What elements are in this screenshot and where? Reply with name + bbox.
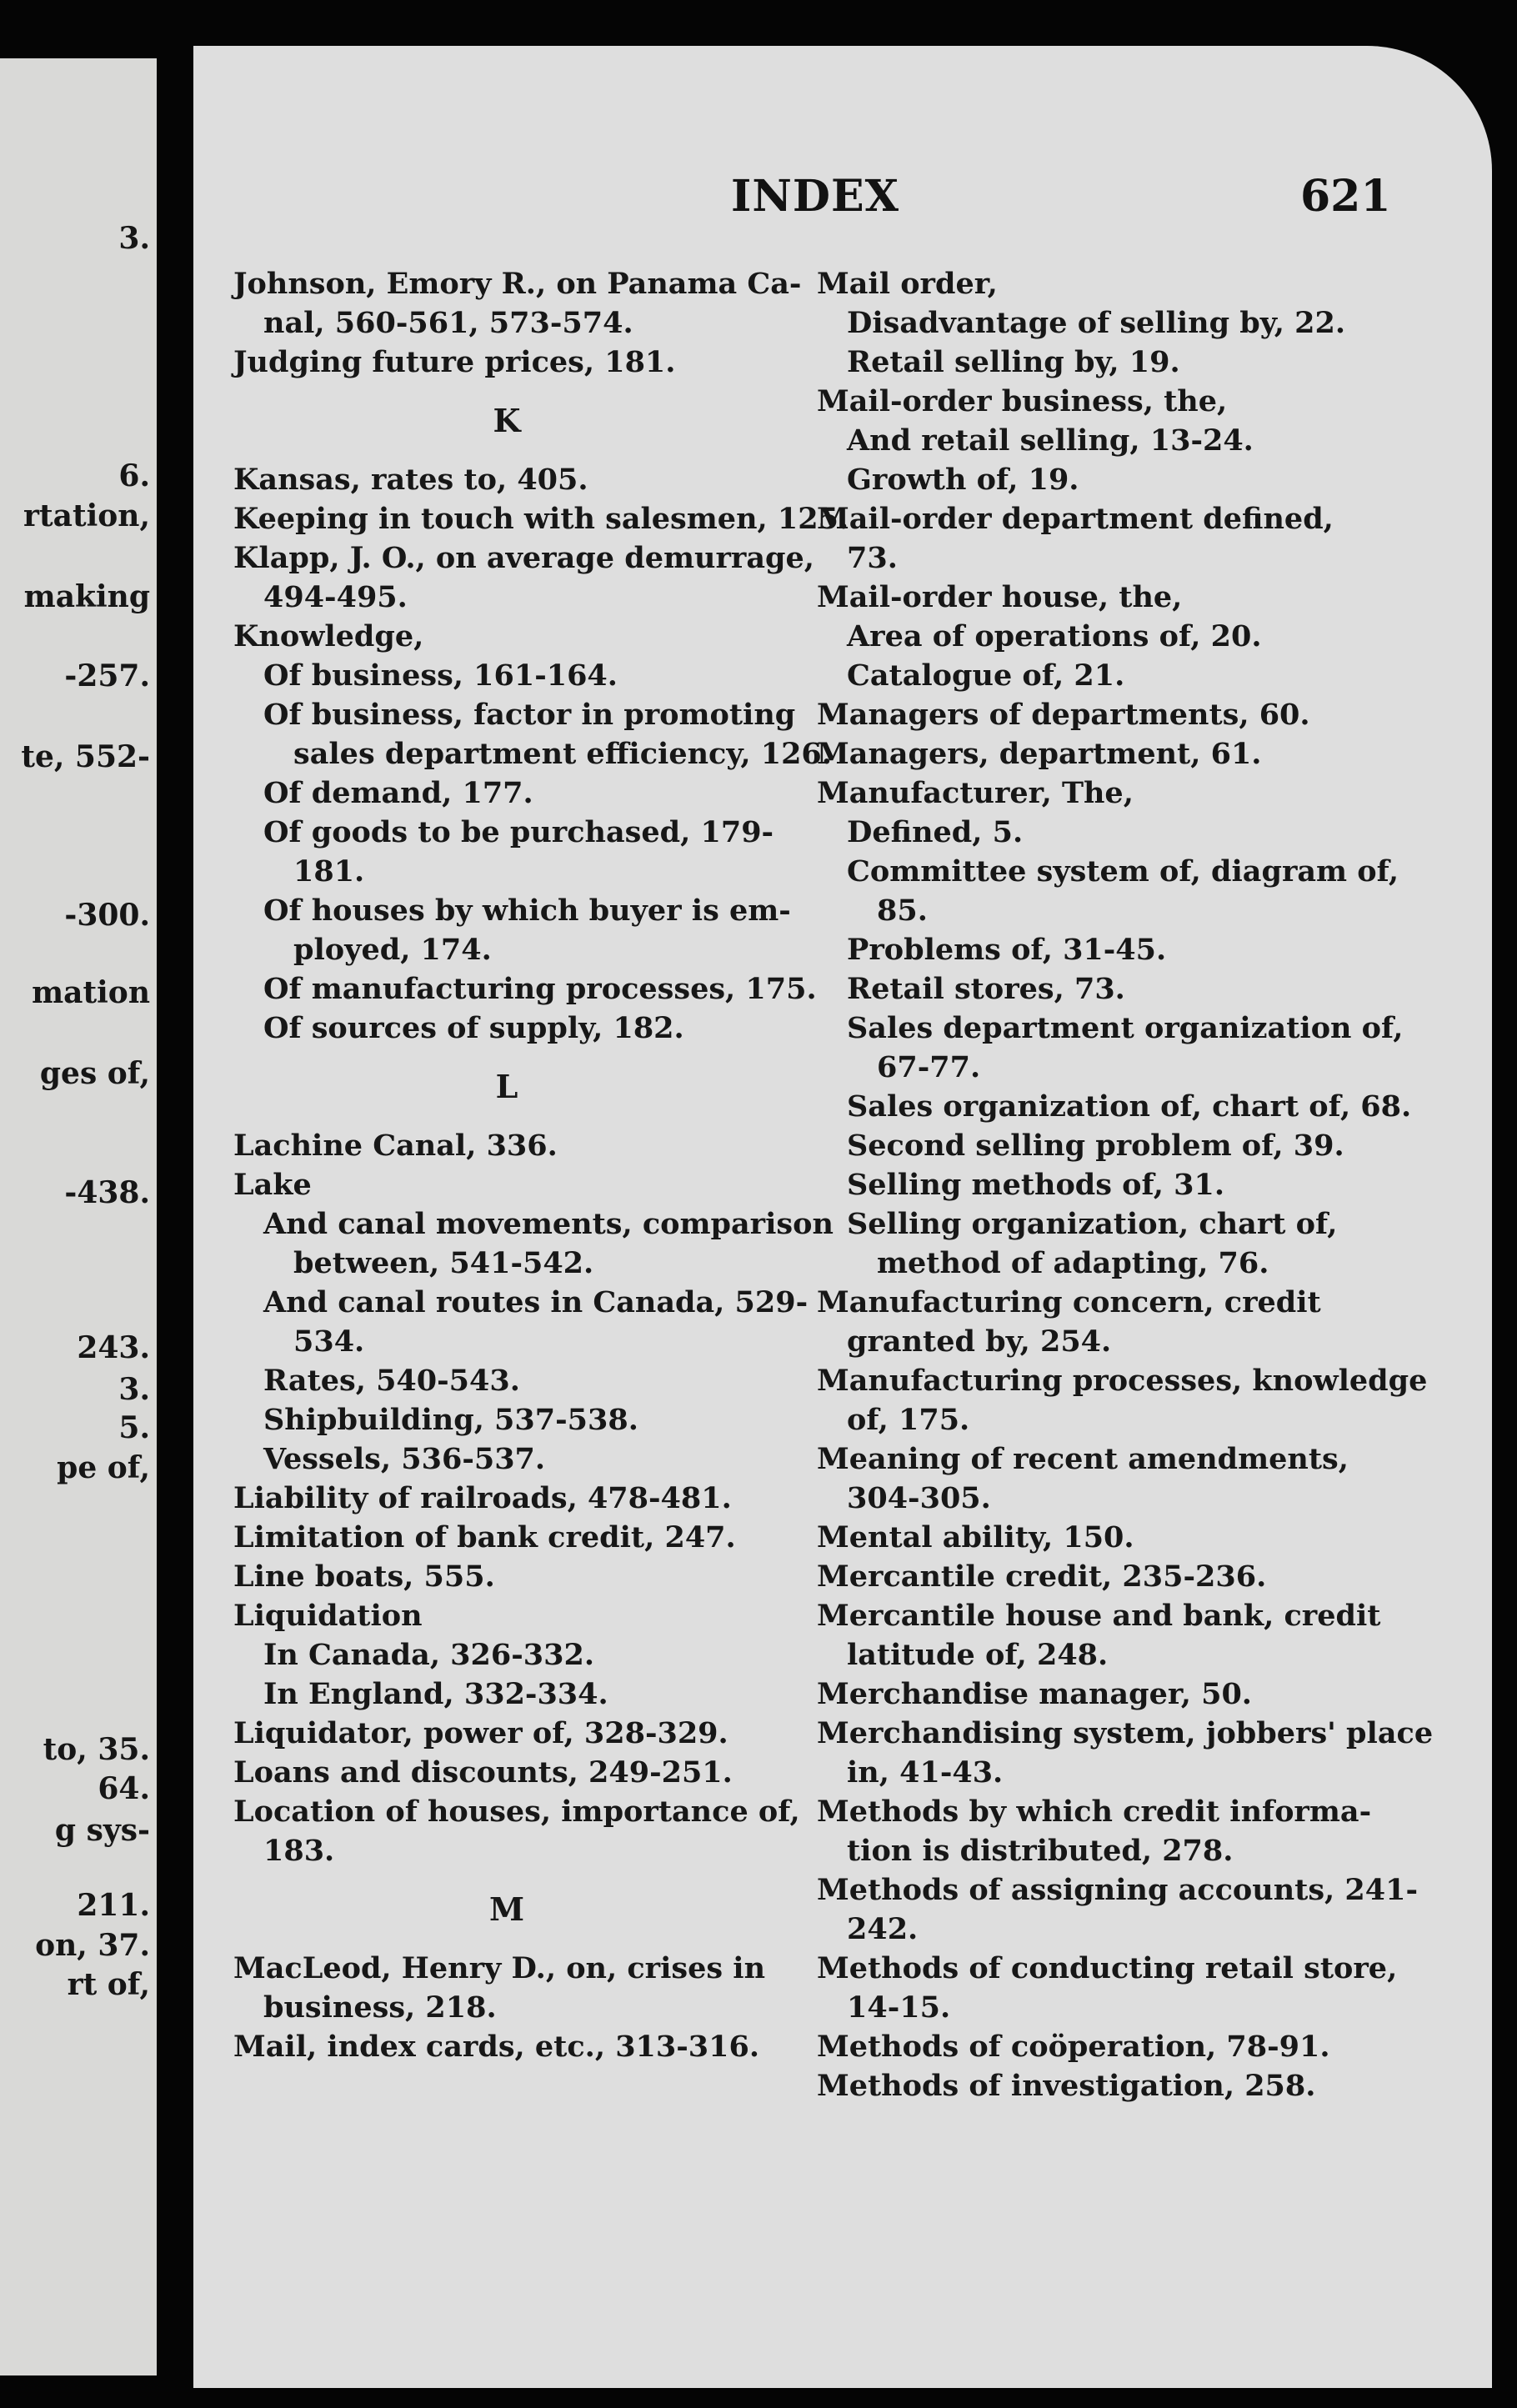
index-entry (233, 264, 802, 343)
entry-line: Retail selling by, 19. (847, 345, 1180, 379)
index-entry (233, 343, 780, 382)
index-entry (233, 1165, 780, 1204)
entry-line: In Canada, 326-332. (263, 1638, 595, 1672)
entry-line: Mercantile house and bank, credit (817, 1599, 1381, 1633)
entry-line: 67-77. (877, 1050, 981, 1084)
entry-line: Of demand, 177. (263, 776, 533, 810)
entry-line: Keeping in touch with salesmen, 125. (233, 502, 849, 536)
facing-page-fragment: 3. (118, 1372, 150, 1407)
entry-line: Catalogue of, 21. (847, 658, 1125, 693)
facing-page-fragment: te, 552- (21, 739, 150, 774)
entry-line: Loans and discounts, 249-251. (233, 1755, 733, 1790)
index-entry (817, 499, 1397, 578)
entry-line: 73. (847, 541, 898, 575)
index-entry (817, 1283, 1397, 1361)
entry-line: 242. (847, 1912, 919, 1946)
index-subentry (233, 969, 817, 1009)
entry-line: Second selling problem of, 39. (847, 1129, 1344, 1163)
entry-line: Defined, 5. (847, 815, 1024, 849)
entry-line: Manufacturer, The, (817, 776, 1134, 810)
index-subentry (817, 421, 1397, 460)
entry-line: Of business, 161-164. (263, 658, 618, 693)
index-entry (233, 1479, 780, 1518)
index-subentry (233, 773, 780, 813)
index-entry (817, 695, 1397, 734)
index-entry (817, 1518, 1397, 1557)
index-entry (233, 538, 814, 617)
facing-page-fragment: -438. (64, 1175, 150, 1210)
facing-page-fragment: -257. (64, 658, 150, 693)
entry-line: Selling organization, chart of, (847, 1207, 1338, 1241)
entry-line: Sales organization of, chart of, 68. (847, 1089, 1412, 1124)
index-subentry (817, 1204, 1397, 1283)
index-subentry (817, 969, 1397, 1009)
entry-line: between, 541-542. (293, 1246, 594, 1280)
index-entry (233, 460, 780, 499)
index-entry (817, 2027, 1397, 2066)
entry-line: Committee system of, diagram of, (847, 854, 1399, 889)
entry-line: Manufacturing concern, credit (817, 1285, 1321, 1319)
index-subentry (233, 1204, 834, 1283)
entry-line: Rates, 540-543. (263, 1364, 520, 1398)
index-entry (233, 1126, 780, 1165)
entry-line: Disadvantage of selling by, 22. (847, 306, 1346, 340)
page-number: 621 (1300, 171, 1391, 222)
index-entry (233, 1596, 780, 1635)
entry-line: Judging future prices, 181. (233, 345, 676, 379)
entry-line: Merchandising system, jobbers' place (817, 1716, 1434, 1750)
index-subentry (817, 930, 1397, 969)
index-subentry (817, 1165, 1397, 1204)
facing-page-fragment: on, 37. (35, 1928, 150, 1963)
index-subentry (817, 656, 1397, 695)
entry-line: Location of houses, importance of, (233, 1795, 800, 1829)
entry-line: Retail stores, 73. (847, 972, 1125, 1006)
facing-page-fragment: rt of, (67, 1967, 150, 2002)
entry-line: In England, 332-334. (263, 1677, 608, 1711)
index-entry (817, 1714, 1434, 1792)
index-subentry (817, 303, 1397, 343)
entry-line: Mental ability, 150. (817, 1520, 1134, 1554)
facing-page-fragment: making (23, 579, 150, 614)
index-entry (233, 1753, 780, 1792)
index-subentry (233, 1283, 809, 1361)
index-page (193, 46, 1492, 2388)
index-entry (817, 382, 1397, 421)
entry-line: Methods of investigation, 258. (817, 2069, 1316, 2103)
running-title: INDEX (731, 171, 899, 222)
entry-line: Methods by which credit informa- (817, 1795, 1372, 1829)
index-column-left (233, 264, 849, 2066)
index-subentry (817, 852, 1397, 930)
entry-line: Selling methods of, 31. (847, 1168, 1225, 1202)
index-subentry (817, 813, 1397, 852)
entry-line: Managers of departments, 60. (817, 698, 1310, 732)
facing-page-fragment: 6. (118, 458, 150, 493)
index-entry (233, 617, 780, 656)
entry-line: MacLeod, Henry D., on, crises in (233, 1951, 766, 1985)
section-letter: K (493, 402, 521, 439)
entry-line: Knowledge, (233, 619, 424, 653)
entry-line: Lachine Canal, 336. (233, 1129, 558, 1163)
facing-page-fragment: ges of, (39, 1056, 150, 1091)
index-entry (817, 1361, 1428, 1439)
index-column-right (817, 264, 1434, 2105)
index-entry (817, 264, 1397, 303)
index-entry (233, 1714, 780, 1753)
entry-line: Vessels, 536-537. (263, 1442, 546, 1476)
entry-line: Sales department organization of, (847, 1011, 1404, 1045)
index-subentry (233, 1439, 780, 1479)
index-entry (233, 1557, 780, 1596)
entry-line: Shipbuilding, 537-538. (263, 1403, 638, 1437)
entry-line: tion is distributed, 278. (847, 1834, 1234, 1868)
index-subentry (233, 1400, 780, 1439)
facing-page-fragment: mation (32, 975, 150, 1010)
entry-line: Johnson, Emory R., on Panama Ca- (233, 267, 802, 301)
entry-line: Methods of conducting retail store, (817, 1951, 1398, 1985)
entry-line: Of sources of supply, 182. (263, 1011, 684, 1045)
section-letter: M (488, 1890, 525, 1928)
entry-line: Line boats, 555. (233, 1559, 495, 1594)
entry-line: in, 41-43. (847, 1755, 1004, 1790)
index-subentry (817, 1087, 1412, 1126)
facing-page-fragment: g sys- (54, 1813, 150, 1848)
entry-line: Area of operations of, 20. (847, 619, 1262, 653)
entry-line: Of goods to be purchased, 179- (263, 815, 774, 849)
entry-line: Manufacturing processes, knowledge (817, 1364, 1428, 1398)
index-entry (233, 1518, 780, 1557)
facing-page-fragment: 243. (77, 1330, 150, 1365)
entry-line: latitude of, 248. (847, 1638, 1109, 1672)
entry-line: Managers, department, 61. (817, 737, 1262, 771)
facing-page-fragment: pe of, (57, 1450, 150, 1485)
index-entry (233, 499, 849, 538)
entry-line: Kansas, rates to, 405. (233, 463, 588, 497)
entry-line: 183. (263, 1834, 335, 1868)
entry-line: Growth of, 19. (847, 463, 1079, 497)
entry-line: And canal routes in Canada, 529- (263, 1285, 809, 1319)
index-subentry (233, 1009, 780, 1048)
index-subentry (233, 1675, 780, 1714)
index-entry (817, 1949, 1397, 2027)
entry-line: method of adapting, 76. (877, 1246, 1269, 1280)
index-subentry (233, 656, 780, 695)
entry-line: 304-305. (847, 1481, 991, 1515)
entry-line: 494-495. (263, 580, 408, 614)
index-entry (817, 1557, 1397, 1596)
entry-line: granted by, 254. (847, 1324, 1112, 1359)
entry-line: Limitation of bank credit, 247. (233, 1520, 736, 1554)
entry-line: nal, 560-561, 573-574. (263, 306, 633, 340)
entry-line: 14-15. (847, 1990, 951, 2025)
index-entry (817, 1675, 1397, 1714)
index-entry (817, 1596, 1397, 1675)
index-entry (817, 578, 1397, 617)
entry-line: sales department efficiency, 126. (293, 737, 832, 771)
index-subentry (817, 1126, 1397, 1165)
entry-line: of, 175. (847, 1403, 970, 1437)
index-subentry (817, 460, 1397, 499)
entry-line: 85. (877, 894, 928, 928)
entry-line: Mail, index cards, etc., 313-316. (233, 2030, 760, 2064)
entry-line: Mail-order house, the, (817, 580, 1183, 614)
entry-line: Problems of, 31-45. (847, 933, 1167, 967)
index-subentry (233, 891, 791, 969)
index-subentry (233, 1361, 780, 1400)
entry-line: Mercantile credit, 235-236. (817, 1559, 1267, 1594)
entry-line: 534. (293, 1324, 365, 1359)
index-entry (817, 1792, 1397, 1870)
index-subentry (233, 1635, 780, 1675)
entry-line: Methods of coöperation, 78-91. (817, 2030, 1330, 2064)
entry-line: And canal movements, comparison (263, 1207, 834, 1241)
index-entry (233, 1792, 800, 1870)
entry-line: Of manufacturing processes, 175. (263, 972, 817, 1006)
index-entry (817, 734, 1397, 773)
entry-line: Klapp, J. O., on average demurrage, (233, 541, 814, 575)
entry-line: Mail-order business, the, (817, 384, 1228, 418)
index-subentry (233, 813, 780, 891)
index-subentry (817, 343, 1397, 382)
entry-line: ployed, 174. (293, 933, 492, 967)
entry-line: Liquidator, power of, 328-329. (233, 1716, 728, 1750)
entry-line: Lake (233, 1168, 312, 1202)
entry-line: And retail selling, 13-24. (847, 423, 1254, 458)
facing-page-fragment: 5. (118, 1410, 150, 1445)
index-entry (817, 773, 1397, 813)
index-subentry (233, 695, 832, 773)
entry-line: Liability of railroads, 478-481. (233, 1481, 732, 1515)
facing-page-fragment: 211. (77, 1888, 150, 1923)
facing-page-fragment: rtation, (23, 498, 150, 533)
entry-line: Liquidation (233, 1599, 423, 1633)
index-subentry (817, 1009, 1404, 1087)
entry-line: Merchandise manager, 50. (817, 1677, 1252, 1711)
index-entry (817, 1439, 1397, 1518)
index-entry (233, 2027, 780, 2066)
facing-page-fragment: 64. (98, 1771, 150, 1806)
entry-line: Of business, factor in promoting (263, 698, 796, 732)
entry-line: Methods of assigning accounts, 241- (817, 1873, 1418, 1907)
facing-page-fragment: to, 35. (43, 1732, 150, 1767)
entry-line: business, 218. (263, 1990, 497, 2025)
entry-line: Of houses by which buyer is em- (263, 894, 791, 928)
section-letter: L (495, 1068, 518, 1105)
facing-page-fragment: -300. (64, 898, 150, 933)
facing-page-fragment: 3. (118, 221, 150, 256)
index-entry (817, 2066, 1397, 2105)
entry-line: Mail order, (817, 267, 998, 301)
facing-page (0, 58, 157, 2375)
index-entry (233, 1949, 780, 2027)
entry-line: Mail-order department defined, (817, 502, 1334, 536)
entry-line: Meaning of recent amendments, (817, 1442, 1349, 1476)
page-header (193, 171, 1492, 229)
index-entry (817, 1870, 1418, 1949)
entry-line: 181. (293, 854, 365, 889)
index-subentry (817, 617, 1397, 656)
